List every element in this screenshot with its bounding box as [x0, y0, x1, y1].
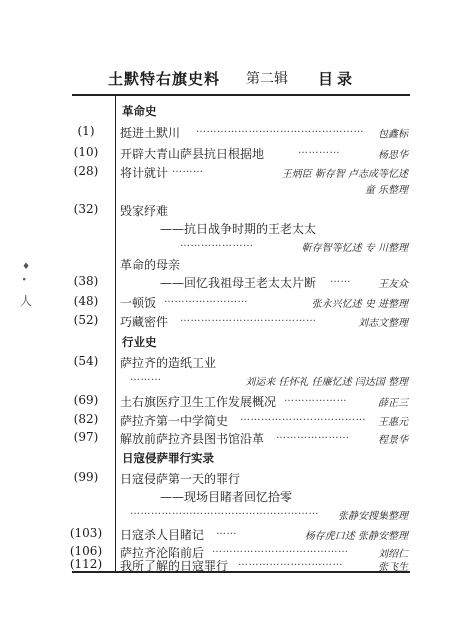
entry-title: 我所了解的日寇罪行	[120, 559, 229, 573]
page-number: (82)	[73, 412, 99, 426]
page-number: (52)	[73, 313, 99, 327]
entry-subtitle: ——回忆我祖母王老太太片断	[160, 276, 317, 290]
toc-entry[interactable]	[0, 354, 450, 371]
toc-entry[interactable]	[0, 412, 450, 429]
entry-author: 刘绍仁	[378, 549, 408, 560]
entry-author: 杨思华	[378, 150, 408, 161]
toc-entry[interactable]	[0, 274, 450, 291]
section-heading: 日寇侵萨罪行实录	[122, 451, 214, 465]
leader-dots: …………………	[180, 238, 254, 249]
leader-dots: ……	[330, 274, 351, 285]
leader-dots: …………………………	[238, 557, 343, 568]
leader-dots: ……	[216, 526, 237, 537]
toc-entry-subtitle: ——现场目睹者回忆拾零	[160, 490, 293, 504]
entry-author: 张飞生	[378, 562, 408, 573]
entry-author-2: 童 乐整理	[364, 185, 408, 196]
entry-title: 一顿饭	[120, 296, 157, 310]
toc-entry[interactable]	[0, 202, 450, 219]
page-number: (103)	[69, 526, 103, 540]
leader-dots: ………	[172, 164, 204, 175]
leader-dots: …………	[298, 145, 340, 156]
entry-title: 毁家纾难	[120, 204, 169, 218]
leader-dots: ………………………………………………	[130, 506, 319, 517]
toc-entry[interactable]	[0, 470, 450, 487]
leader-dots: ………………………………	[240, 412, 366, 423]
toc-entry[interactable]	[0, 294, 450, 311]
toc-entry[interactable]	[0, 430, 450, 447]
toc-entry-credit: ……… 刘运来 任怀礼 任廉忆述 闫达国 整理	[130, 372, 408, 388]
entry-title: 开辟大青山萨县抗日根据地	[120, 147, 265, 161]
entry-title: 土右旗医疗卫生工作发展概况	[120, 395, 277, 409]
toc-entry-credit: ………………… 靳存智等忆述 专 川整理	[180, 238, 408, 254]
entry-author: 杨存虎口述 张静安整理	[304, 531, 408, 542]
entry-title: 日寇侵萨第一天的罪行	[120, 472, 241, 486]
section-heading: 行业史	[122, 335, 157, 349]
page-number: (10)	[73, 145, 99, 159]
page-number: (99)	[73, 470, 99, 484]
page-number: (97)	[73, 430, 99, 444]
volume-label: 第二辑	[246, 71, 288, 87]
page-number: (106)	[69, 544, 103, 558]
toc-entry[interactable]	[0, 256, 450, 273]
toc-entry[interactable]	[0, 393, 450, 410]
page-number: (112)	[69, 557, 103, 571]
entry-author: 王友众	[378, 279, 408, 290]
entry-author: 王炳臣 靳存智 卢志成等忆述	[281, 169, 408, 180]
top-rule	[72, 94, 410, 96]
book-title: 土默特右旗史料	[108, 70, 221, 88]
toc-heading: 目录	[318, 70, 357, 88]
entry-title: 萨拉齐的造纸工业	[120, 356, 217, 370]
entry-author: 刘志文整理	[358, 318, 408, 329]
leader-dots: ………	[130, 372, 162, 383]
leader-dots: …………………………………	[212, 544, 349, 555]
leader-dots: …………………………………	[180, 313, 317, 324]
margin-mark: ∙	[22, 275, 27, 285]
toc-entry[interactable]	[0, 164, 450, 181]
entry-author: 王惠元	[378, 417, 408, 428]
section-heading: 革命史	[122, 104, 157, 118]
entry-title: 将计就计	[120, 166, 169, 180]
entry-author: 程景华	[378, 435, 408, 446]
page-number: (32)	[73, 202, 99, 216]
page-number: (38)	[73, 274, 99, 288]
toc-entry[interactable]	[0, 124, 450, 141]
entry-author: 张永兴忆述 史 进整理	[311, 299, 408, 310]
toc-entry[interactable]	[0, 557, 450, 574]
toc-entry[interactable]	[0, 313, 450, 330]
page-number: (54)	[73, 354, 99, 368]
leader-dots: …………………………………………	[196, 124, 364, 135]
margin-mark: ♦	[22, 262, 31, 272]
entry-title: 解放前萨拉齐县图书馆沿革	[120, 432, 265, 446]
leader-dots: ………………	[284, 393, 347, 404]
leader-dots: ……………………	[164, 294, 248, 305]
entry-title: 萨拉齐第一中学简史	[120, 414, 229, 428]
page-number: (48)	[73, 294, 99, 308]
leader-dots: …………………	[276, 430, 350, 441]
entry-title: 挺进土默川	[120, 126, 181, 140]
toc-entry[interactable]	[0, 526, 450, 543]
entry-author: 包鑫标	[378, 129, 408, 140]
margin-mark: 人	[20, 294, 33, 308]
entry-title: 日寇杀人目睹记	[120, 528, 205, 542]
entry-title: 萨拉齐沦陷前后	[120, 546, 205, 560]
toc-entry-credit: ……………………………………………… 张静安搜集整理	[130, 506, 408, 522]
toc-entry[interactable]	[0, 145, 450, 162]
toc-entry-subtitle: ——抗日战争时期的王老太太	[160, 222, 317, 236]
page-number: (28)	[73, 164, 99, 178]
page-number: (69)	[73, 393, 99, 407]
entry-title: 巧藏密件	[120, 315, 169, 329]
entry-author: 薛正三	[378, 398, 408, 409]
entry-title: 革命的母亲	[120, 258, 181, 272]
page-number: (1)	[77, 124, 95, 138]
toc-entry-credit	[0, 180, 450, 197]
page-header	[0, 68, 450, 90]
